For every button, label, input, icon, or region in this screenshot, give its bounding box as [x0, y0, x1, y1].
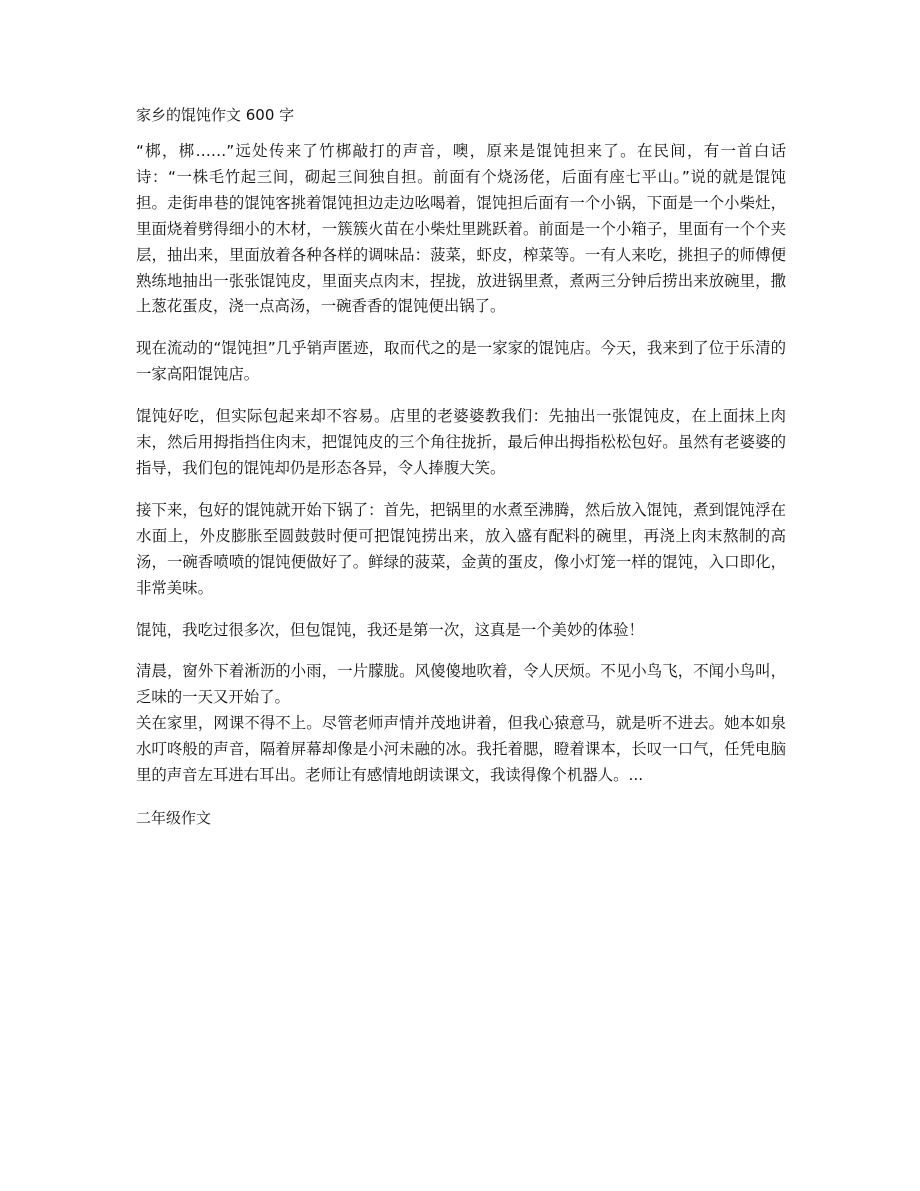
excerpt-line-online-class: 关在家里，网课不得不上。尽管老师声情并茂地讲着，但我心猿意马，就是听不进去。她本如泉水叮咚般的声音，隔着屏幕却像是小河未融的冰。我托着腮，瞪着课本，长叹一口气，任凭电脑里的声音左耳进右耳出。老师让有感情地朗读课文，我读得像个机器人。...	[136, 714, 786, 785]
category-label: 二年级作文	[136, 808, 212, 827]
document-title: 家乡的馄饨作文 600 字	[136, 106, 295, 124]
paragraph-cooking-wontons: 接下来，包好的馄饨就开始下锅了：首先，把锅里的水煮至沸腾，然后放入馄饨，煮到馄饨浮在水面上，外皮膨胀至圆鼓鼓时便可把馄饨捞出来，放入盛有配料的碗里，再浇上肉末熬制的高汤，一碗香喷喷的馄饨便做好了。鲜绿的菠菜，金黄的蛋皮，像小灯笼一样的馄饨，入口即化，非常美味。	[136, 500, 786, 597]
paragraph-wonton-shop: 现在流动的“馄饨担”几乎销声匿迹，取而代之的是一家家的馄饨店。今天，我来到了位于乐清的一家高阳馄饨店。	[136, 339, 786, 384]
excerpt-line-morning: 清晨，窗外下着淅沥的小雨，一片朦胧。风傻傻地吹着，令人厌烦。不见小鸟飞，不闻小鸟叫，乏味的一天又开始了。	[136, 662, 786, 707]
paragraph-making-wontons: 馄饨好吃，但实际包起来却不容易。店里的老婆婆教我们：先抽出一张馄饨皮，在上面抹上肉末，然后用拇指挡住肉末，把馄饨皮的三个角往拢折，最后伸出拇指松松包好。虽然有老婆婆的指导，我们包的馄饨却仍是形态各异，令人捧腹大笑。	[136, 407, 786, 477]
document-page	[136, 102, 786, 831]
paragraph-conclusion: 馄饨，我吃过很多次，但包馄饨，我还是第一次，这真是一个美妙的体验！	[136, 620, 644, 639]
paragraph-wonton-stall: “梆，梆……”远处传来了竹梆敲打的声音，噢，原来是馄饨担来了。在民间，有一首白话诗：“一株毛竹起三间，砌起三间独自担。前面有个烧汤佬，后面有座七平山。”说的就是馄饨担。走街串巷的馄饨客挑着馄饨担边走边吆喝着，馄饨担后面有一个小锅，下面是一个小柴灶，里面烧着劈得细小的木材，一簇簇火苗在小柴灶里跳跃着。前面是一个小箱子，里面有一个个夹层，抽出来，里面放着各种各样的调味品：菠菜，虾皮，榨菜等。一有人来吃，挑担子的师傅便熟练地抽出一张张馄饨皮，里面夹点肉末，捏拢，放进锅里煮，煮两三分钟后捞出来放碗里，撒上葱花蛋皮，浇一点高汤，一碗香香的馄饨便出锅了。	[136, 142, 786, 316]
